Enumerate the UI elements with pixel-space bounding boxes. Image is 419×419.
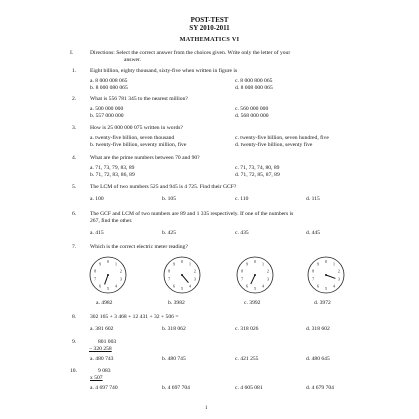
dial-digit: 3 bbox=[119, 276, 122, 282]
dial-digit: 1 bbox=[261, 261, 264, 267]
dial-digit: 2 bbox=[337, 268, 340, 274]
problem-bottom-line: x 507 bbox=[90, 375, 103, 381]
choice-a: a. 8 000 008 065 bbox=[90, 78, 128, 84]
choice-c: c. 435 bbox=[235, 230, 249, 236]
choice-c: c. 318 026 bbox=[235, 326, 259, 332]
choice-a: a. 500 000 000 bbox=[90, 106, 124, 112]
directions-line-2: answer. bbox=[124, 57, 141, 63]
dial-digit: 7 bbox=[312, 276, 315, 282]
question-number: 7. bbox=[72, 244, 77, 250]
dial-digit: 0 bbox=[325, 259, 327, 264]
problem-bottom-line: − 320 258 bbox=[89, 346, 112, 352]
choice-d: d. 318 602 bbox=[306, 326, 330, 332]
dial-digit: 2 bbox=[193, 268, 196, 274]
school-year: SY 2010-2011 bbox=[189, 24, 230, 32]
choice-d: d. 4 679 704 bbox=[306, 385, 334, 391]
dial-digit: 0 bbox=[181, 259, 183, 264]
dial-digit: 4 bbox=[114, 283, 117, 289]
question-text: The LCM of two numbers 525 and 945 is 4 725. Find their GCF? bbox=[90, 184, 237, 190]
dial-digit: 2 bbox=[119, 268, 122, 274]
choice-b: b. 4 697 704 bbox=[162, 385, 190, 391]
dial-pivot bbox=[325, 274, 327, 276]
choice-d: d. 71, 72, 85, 87, 89 bbox=[235, 172, 280, 178]
question-number: 3. bbox=[72, 125, 77, 131]
dial-pivot bbox=[107, 274, 109, 276]
dial-digit: 7 bbox=[94, 276, 97, 282]
dial-digit: 5 bbox=[325, 286, 327, 291]
dial-hand bbox=[105, 275, 108, 284]
dial-digit: 8 bbox=[168, 268, 171, 274]
directions-line-1: Directions: Select the correct answer from the choices given. Write only the letter of your bbox=[90, 50, 291, 56]
question-number: 9. bbox=[72, 339, 77, 345]
dial-digit: 4 bbox=[188, 283, 191, 289]
choice-c: c. 110 bbox=[235, 196, 249, 202]
choice-d: d. 445 bbox=[306, 230, 320, 236]
question-text: How is 25 000 000 075 written in words? bbox=[90, 125, 183, 131]
question-number: 4. bbox=[72, 155, 77, 161]
dial-hand bbox=[326, 275, 335, 278]
dial-digit: 4 bbox=[261, 283, 264, 289]
dial-digit: 6 bbox=[246, 283, 249, 289]
problem-top-line: 801 003 bbox=[98, 339, 117, 345]
dial-digit: 6 bbox=[317, 283, 320, 289]
meter-dial-4 bbox=[306, 255, 346, 295]
dial-digit: 9 bbox=[99, 261, 102, 267]
choice-d: d. 115 bbox=[306, 196, 320, 202]
question-number: 6. bbox=[72, 211, 77, 217]
subject-title: MATHEMATICS VI bbox=[179, 36, 240, 43]
test-title: POST-TEST bbox=[190, 16, 229, 24]
choice-c: c. 421 255 bbox=[235, 356, 259, 362]
choice-b: b. 71, 72, 83, 86, 89 bbox=[90, 172, 135, 178]
choice-a: a. 4 697 740 bbox=[90, 385, 118, 391]
question-number: 10. bbox=[70, 368, 77, 374]
dial-digit: 0 bbox=[107, 259, 109, 264]
dial-digit: 9 bbox=[317, 261, 320, 267]
dial-digit: 7 bbox=[241, 276, 244, 282]
dial-digit: 5 bbox=[254, 286, 256, 291]
question-number: 5. bbox=[72, 184, 77, 190]
choice-b: b. 557 000 000 bbox=[90, 113, 124, 119]
choice-d: d. 8 008 000 065 bbox=[235, 85, 273, 91]
choice-d: d. 568 000 000 bbox=[235, 113, 269, 119]
question-number: 1. bbox=[72, 68, 77, 74]
choice-a: a. 71, 73, 79, 83, 89 bbox=[90, 165, 135, 171]
problem-top-line: 9 083 bbox=[98, 368, 111, 374]
dial-digit: 9 bbox=[246, 261, 249, 267]
question-text: What is 556 781 345 to the nearest million? bbox=[90, 96, 188, 102]
question-text: Which is the correct electric meter reading? bbox=[90, 244, 188, 250]
choice-b: b. 480 745 bbox=[162, 356, 186, 362]
dial-digit: 2 bbox=[266, 268, 269, 274]
dial-digit: 3 bbox=[337, 276, 340, 282]
dial-digit: 8 bbox=[241, 268, 244, 274]
dial-digit: 7 bbox=[168, 276, 171, 282]
dial-digit: 0 bbox=[254, 259, 256, 264]
meter-dial-3 bbox=[235, 255, 275, 295]
dial-digit: 9 bbox=[173, 261, 176, 267]
choice-b: b. 425 bbox=[162, 230, 176, 236]
dial-digit: 6 bbox=[99, 283, 102, 289]
dial-digit: 3 bbox=[266, 276, 269, 282]
dial-digit: 1 bbox=[188, 261, 191, 267]
choice-c: c. 8 000 800 065 bbox=[235, 78, 273, 84]
dial-digit: 4 bbox=[332, 283, 335, 289]
choice-a: a. 381 602 bbox=[90, 326, 114, 332]
choice-c: c. 3992 bbox=[244, 300, 261, 306]
question-number: 2. bbox=[72, 96, 77, 102]
choice-a: a. twenty-five billion, seven thousand bbox=[90, 135, 175, 141]
choice-a: a. 100 bbox=[90, 196, 104, 202]
choice-c: c. twenty-five billion, seven hundred, five bbox=[235, 135, 329, 141]
choice-d: d. 480 645 bbox=[306, 356, 330, 362]
dial-pivot bbox=[181, 274, 183, 276]
question-number: 8. bbox=[72, 314, 77, 320]
dial-digit: 6 bbox=[173, 283, 176, 289]
meter-dial-1 bbox=[88, 255, 128, 295]
question-text: Eight billion, eighty thousand, sixty-five when written in figure is bbox=[90, 68, 238, 74]
choice-d: d. 3972 bbox=[314, 300, 331, 306]
choice-d: d. twenty-five billion, seventy five bbox=[235, 142, 313, 148]
question-text: What are the prime numbers between 70 and 90? bbox=[90, 155, 200, 161]
choice-b: b. 105 bbox=[162, 196, 176, 202]
choice-b: b. 318 062 bbox=[162, 326, 186, 332]
choice-a: a. 480 743 bbox=[90, 356, 114, 362]
choice-b: b. 3982 bbox=[168, 300, 185, 306]
choice-b: b. twenty-five billion, seventy million, five bbox=[90, 142, 187, 148]
dial-hand bbox=[251, 275, 255, 284]
dial-digit: 5 bbox=[181, 286, 183, 291]
section-number: I. bbox=[70, 50, 74, 56]
choice-b: b. 8 000 080 065 bbox=[90, 85, 128, 91]
dial-digit: 1 bbox=[332, 261, 335, 267]
choice-a: a. 4982 bbox=[96, 300, 113, 306]
dial-hand bbox=[182, 275, 188, 283]
meter-dial-2 bbox=[162, 255, 202, 295]
choice-c: c. 560 000 000 bbox=[235, 106, 269, 112]
page-number: 1 bbox=[205, 406, 208, 411]
dial-digit: 1 bbox=[114, 261, 117, 267]
question-text: 302 165 + 3 468 + 12 431 + 32 + 506 = bbox=[90, 314, 179, 320]
dial-digit: 8 bbox=[312, 268, 315, 274]
dial-pivot bbox=[254, 274, 256, 276]
dial-digit: 8 bbox=[94, 268, 97, 274]
question-text-continued: 267, find the other. bbox=[90, 218, 133, 224]
dial-digit: 3 bbox=[193, 276, 196, 282]
choice-c: c. 71, 73, 74, 80, 89 bbox=[235, 165, 280, 171]
dial-digit: 5 bbox=[107, 286, 109, 291]
question-text: The GCF and LCM of two numbers are 89 and 1 335 respectively. If one of the numbers is bbox=[90, 211, 294, 217]
choice-c: c. 4 605 081 bbox=[235, 385, 263, 391]
choice-a: a. 415 bbox=[90, 230, 104, 236]
